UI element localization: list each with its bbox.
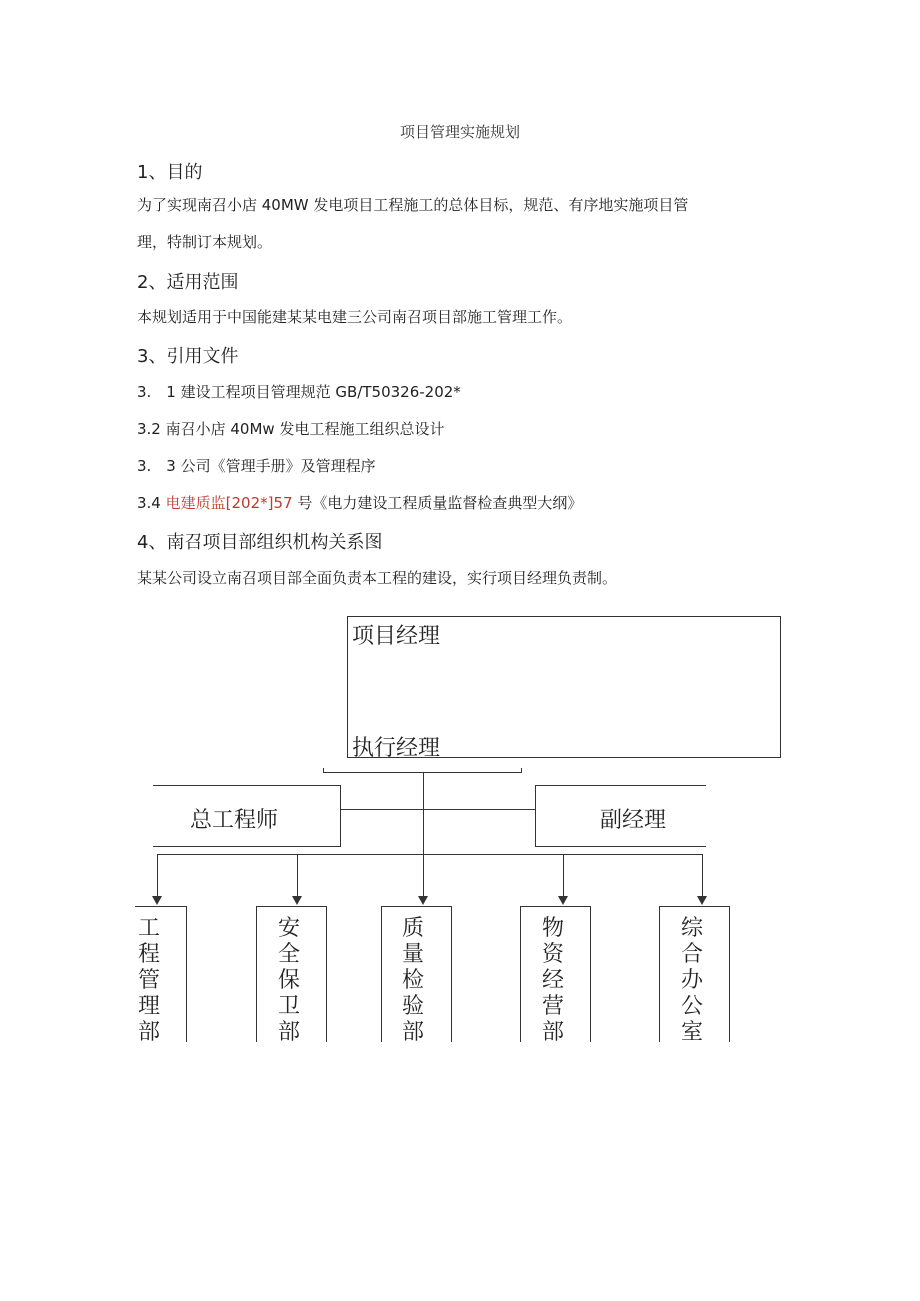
chief-engineer-box-bottom: [153, 846, 340, 847]
department-materials-label: 物资经营部: [541, 916, 564, 1045]
reference-item-1: 3. 1 建设工程项目管理规范 GB/T50326-202*: [137, 383, 461, 401]
main-trunk-line: [423, 773, 424, 896]
section-3-heading: 3、引用文件: [137, 346, 239, 367]
department-safety-label: 安全保卫部: [277, 916, 300, 1045]
arrow-down-icon: [418, 896, 428, 905]
arrow-down-icon: [292, 896, 302, 905]
reference-item-4-doc-number: 电建质监[202*]57: [165, 494, 293, 512]
dept-4-connector: [563, 854, 564, 896]
dept-3-box-right: [451, 906, 452, 1042]
reference-item-4-prefix: 3.4: [137, 494, 166, 512]
department-engineering-label: 工程管理部: [137, 916, 160, 1045]
project-manager-label: 项目经理: [352, 624, 441, 649]
dept-4-box-right: [590, 906, 591, 1042]
deputy-manager-box-bottom: [535, 846, 706, 847]
dept-4-box-top: [520, 906, 590, 907]
chief-engineer-label: 总工程师: [190, 808, 279, 833]
project-manager-box: [347, 616, 781, 761]
section-4-heading: 4、南召项目部组织机构关系图: [137, 532, 383, 553]
reference-item-4-title: 号《电力建设工程质量监督检查典型大纲》: [292, 494, 583, 512]
arrow-down-icon: [558, 896, 568, 905]
dept-2-box-top: [256, 906, 326, 907]
side-link-line: [340, 809, 535, 810]
deputy-manager-label: 副经理: [600, 808, 667, 833]
dept-4-box-left: [520, 906, 521, 1042]
dept-1-box-top: [135, 906, 186, 907]
section-1-heading: 1、目的: [137, 162, 203, 183]
chief-engineer-box-top: [153, 785, 340, 786]
section-1-paragraph-line1: 为了实现南召小店 40MW 发电项目工程施工的总体目标，规范、有序地实施项目管: [137, 196, 689, 214]
dept-2-box-right: [326, 906, 327, 1042]
dept-5-box-top: [659, 906, 729, 907]
dept-5-box-left: [659, 906, 660, 1042]
top-connector-tick-right: [521, 768, 522, 773]
deputy-manager-box-top: [535, 785, 706, 786]
section-1-paragraph-line2: 理，特制订本规划。: [137, 233, 273, 251]
dept-5-box-right: [729, 906, 730, 1042]
dept-2-connector: [297, 854, 298, 896]
dept-5-connector: [702, 854, 703, 896]
executive-manager-label: 执行经理: [352, 736, 441, 761]
dept-3-box-left: [381, 906, 382, 1042]
department-quality-label: 质量检验部: [401, 916, 424, 1045]
top-connector-tick-left: [323, 768, 324, 773]
department-bar: [157, 854, 703, 855]
arrow-down-icon: [697, 896, 707, 905]
reference-item-3: 3. 3 公司《管理手册》及管理程序: [137, 457, 376, 475]
chief-engineer-box-right: [340, 785, 341, 847]
department-office-label: 综合办公室: [680, 916, 703, 1045]
reference-item-4: [137, 492, 582, 513]
section-2-paragraph: 本规划适用于中国能建某某电建三公司南召项目部施工管理工作。: [137, 308, 573, 326]
reference-item-2: 3.2 南召小店 40Mw 发电工程施工组织总设计: [137, 420, 445, 438]
deputy-manager-box-left: [535, 785, 536, 847]
dept-1-connector: [157, 854, 158, 896]
dept-1-box-right: [186, 906, 187, 1042]
arrow-down-icon: [152, 896, 162, 905]
section-2-heading: 2、适用范围: [137, 272, 239, 293]
page-title: 项目管理实施规划: [399, 123, 520, 141]
dept-3-box-top: [381, 906, 451, 907]
section-4-paragraph: 某某公司设立南召项目部全面负责本工程的建设，实行项目经理负责制。: [137, 569, 618, 587]
dept-2-box-left: [256, 906, 257, 1042]
